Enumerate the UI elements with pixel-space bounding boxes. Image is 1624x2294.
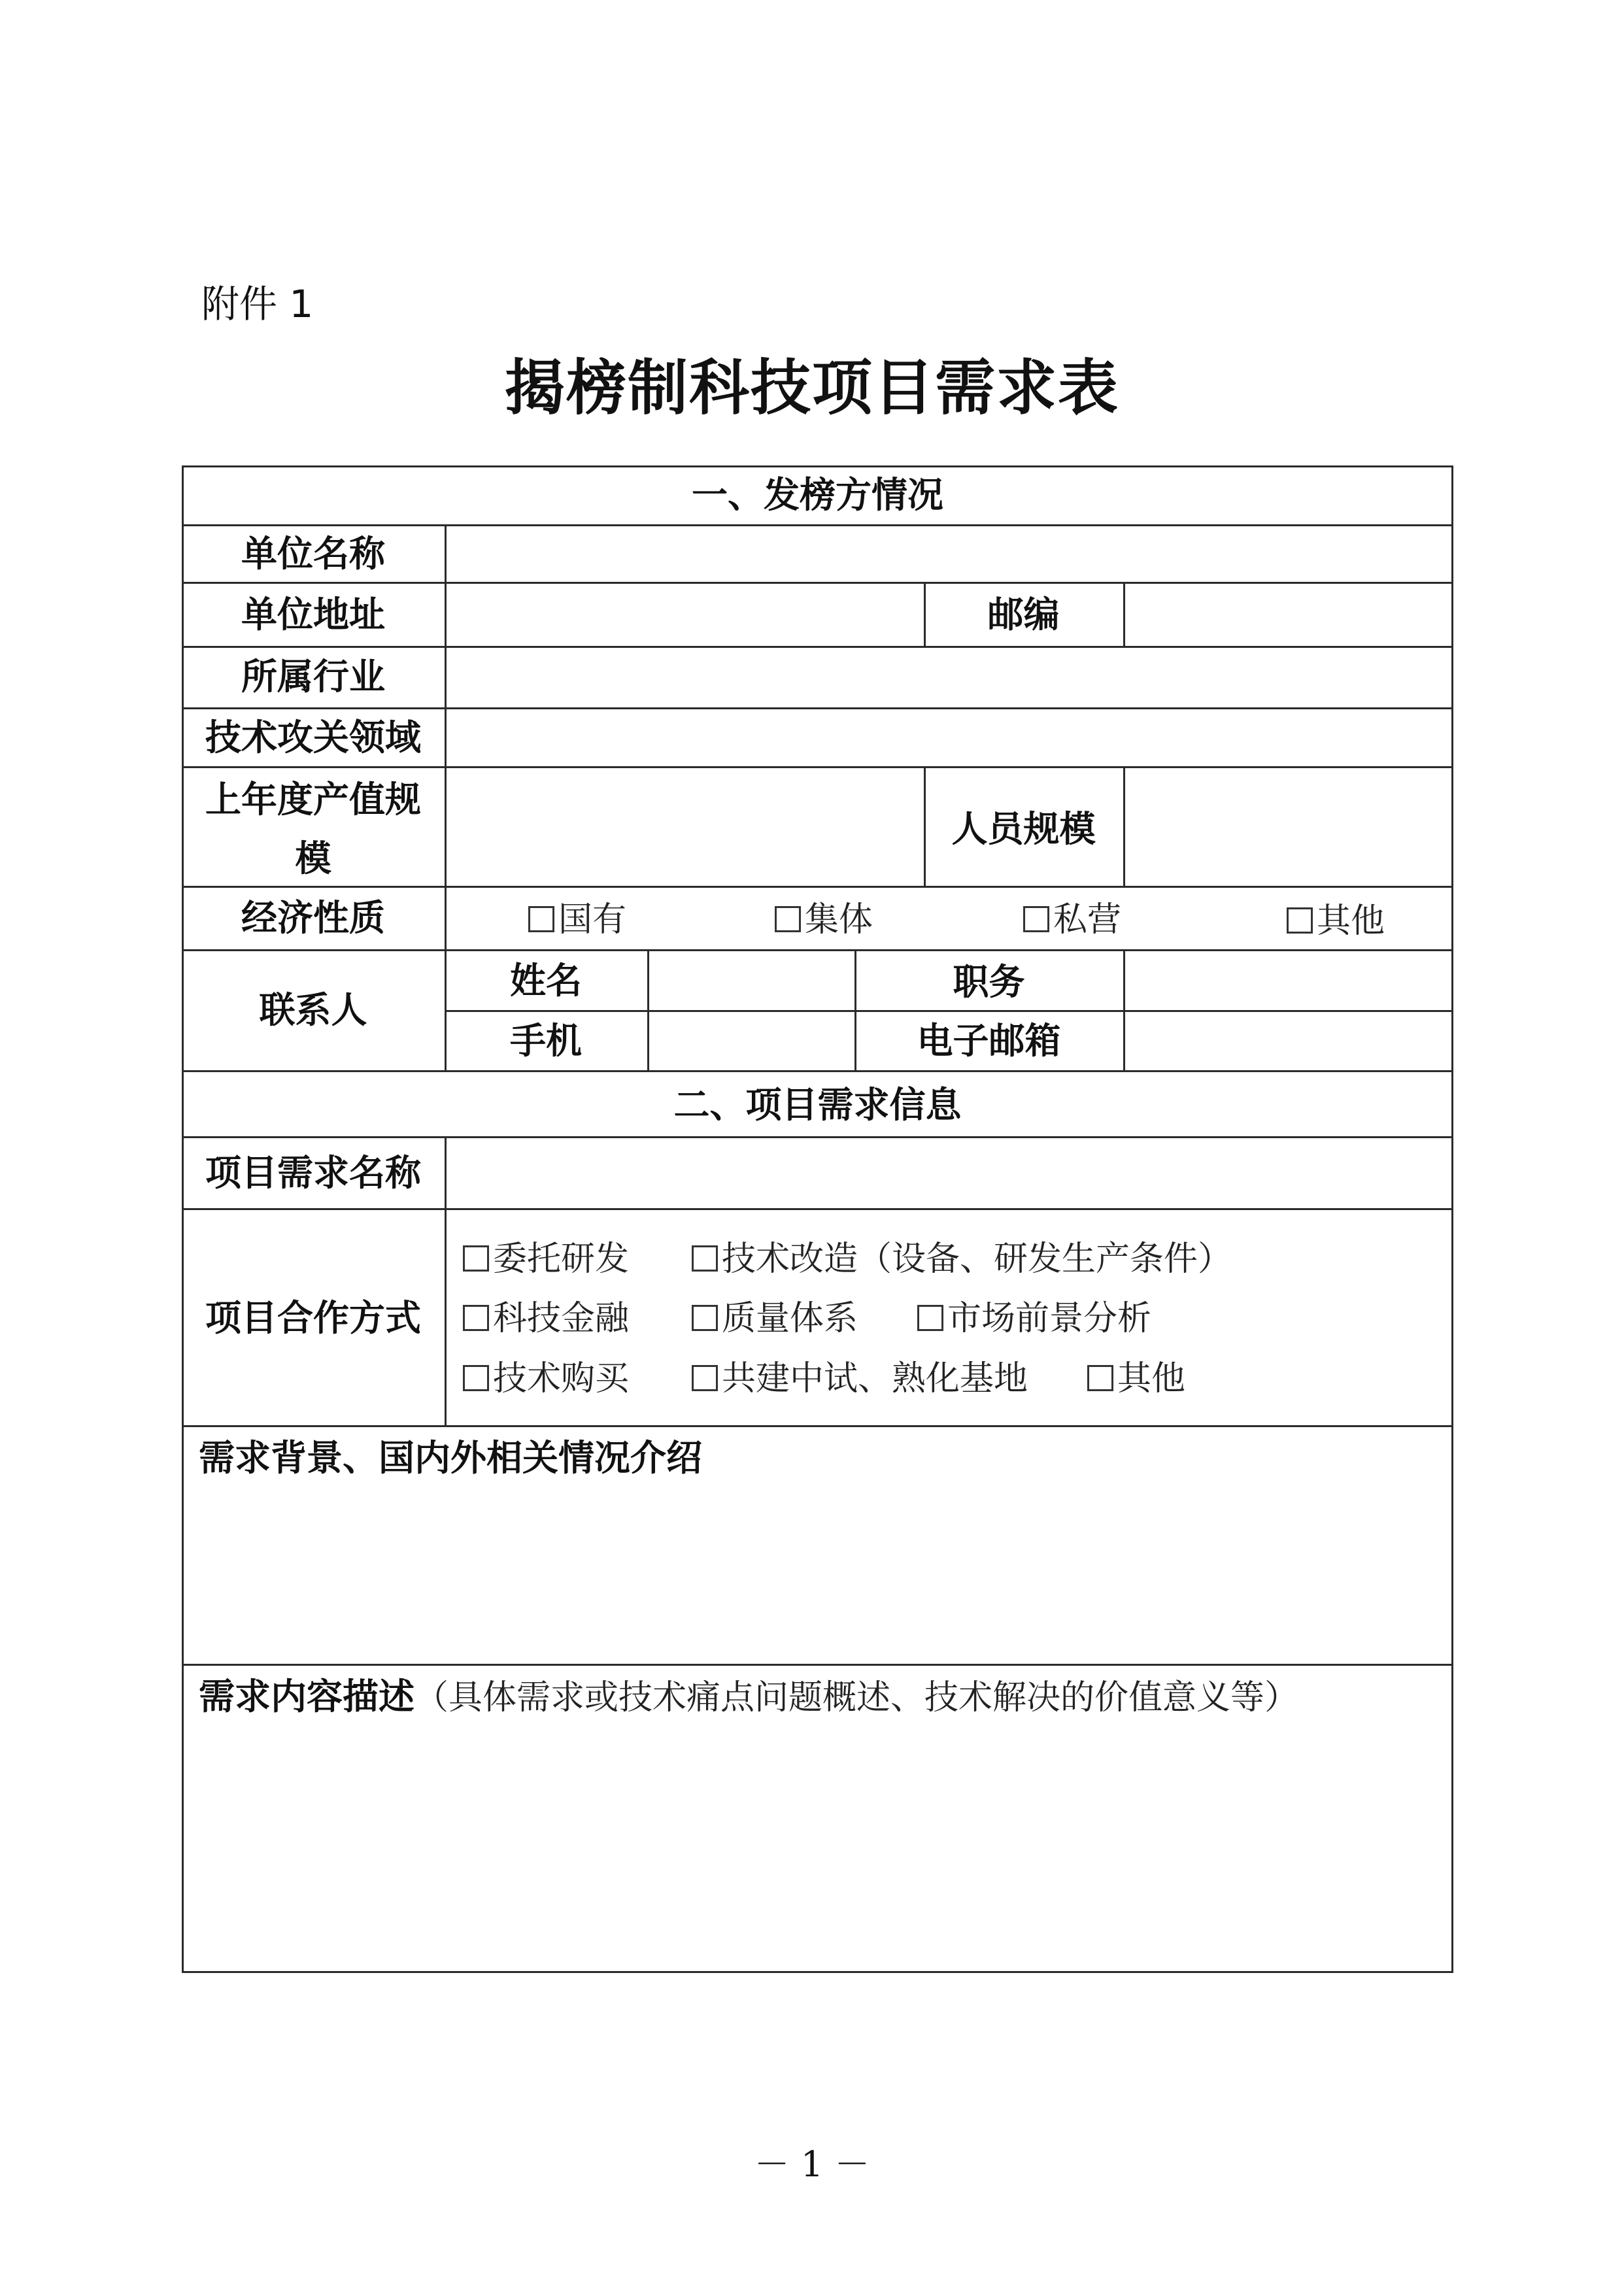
name-label: 姓名: [509, 960, 582, 1002]
page-number: － 1 －: [754, 2144, 870, 2185]
phone-label: 手机: [509, 1020, 582, 1062]
checkbox-icon[interactable]: [775, 906, 801, 932]
tech-field-label: 技术攻关领域: [205, 717, 421, 758]
attachment-label: 附件 1: [201, 282, 314, 326]
checkbox-icon[interactable]: [692, 1365, 718, 1391]
postcode-field[interactable]: [1126, 584, 1450, 646]
checkbox-icon[interactable]: [1023, 906, 1049, 932]
checkbox-icon[interactable]: [463, 1305, 489, 1331]
economy-label: 经济性质: [241, 897, 385, 939]
unit-name-field[interactable]: [447, 527, 1450, 582]
background-field[interactable]: [184, 1485, 1450, 1662]
industry-label: 所属行业: [241, 656, 385, 698]
staff-label: 人员规模: [951, 808, 1096, 850]
email-field[interactable]: [1126, 1013, 1450, 1071]
checkbox-icon[interactable]: [528, 906, 554, 932]
economy-option-other[interactable]: 其他: [1287, 902, 1385, 940]
email-label: 电子邮箱: [917, 1020, 1061, 1062]
postcode-label: 邮编: [987, 594, 1060, 635]
coop-option-commissioned-rd[interactable]: 委托研发: [463, 1240, 629, 1278]
unit-address-label: 单位地址: [241, 594, 385, 635]
checkbox-icon[interactable]: [917, 1305, 943, 1331]
tech-field-field[interactable]: [447, 710, 1450, 766]
coop-option-pilot-base[interactable]: 共建中试、熟化基地: [692, 1360, 1028, 1398]
position-label: 职务: [953, 961, 1025, 1003]
coop-option-sci-finance[interactable]: 科技金融: [463, 1300, 629, 1338]
unit-address-field[interactable]: [447, 584, 922, 646]
content-label: 需求内容描述: [199, 1676, 415, 1717]
phone-field[interactable]: [650, 1013, 853, 1071]
coop-option-tech-upgrade[interactable]: 技术改造（设备、研发生产条件）: [692, 1240, 1232, 1278]
checkbox-icon[interactable]: [692, 1305, 718, 1331]
position-field[interactable]: [1126, 952, 1450, 1011]
output-label-line1: 上年度产值规: [205, 779, 421, 820]
output-label-line2: 模: [295, 837, 331, 879]
economy-option-state[interactable]: 国有: [528, 901, 626, 939]
form-title: 揭榜制科技项目需求表: [504, 353, 1119, 423]
coop-option-market-analysis[interactable]: 市场前景分析: [917, 1300, 1151, 1338]
checkbox-icon[interactable]: [463, 1245, 489, 1272]
content-hint: （具体需求或技术痛点问题概述、技术解决的价值意义等）: [414, 1678, 1299, 1717]
checkbox-icon[interactable]: [692, 1245, 718, 1272]
content-field[interactable]: [184, 1726, 1450, 1968]
coop-option-tech-purchase[interactable]: 技术购买: [463, 1360, 629, 1398]
project-name-label: 项目需求名称: [205, 1152, 421, 1194]
coop-option-other[interactable]: 其他: [1087, 1360, 1185, 1398]
contact-label: 联系人: [259, 989, 367, 1031]
economy-option-collective[interactable]: 集体: [775, 901, 873, 939]
section2-heading: 二、项目需求信息: [673, 1084, 962, 1126]
checkbox-icon[interactable]: [1287, 907, 1313, 934]
name-field[interactable]: [650, 952, 853, 1011]
project-name-field[interactable]: [447, 1139, 1450, 1208]
content-description-heading: [199, 1677, 1298, 1717]
checkbox-icon[interactable]: [463, 1365, 489, 1391]
unit-name-label: 单位名称: [241, 533, 385, 575]
checkbox-icon[interactable]: [1087, 1365, 1113, 1391]
staff-field[interactable]: [1126, 769, 1450, 886]
output-field[interactable]: [447, 769, 922, 886]
coop-label: 项目合作方式: [205, 1297, 421, 1339]
industry-field[interactable]: [447, 649, 1450, 707]
economy-option-private[interactable]: 私营: [1023, 901, 1121, 939]
section1-heading: 一、发榜方情况: [691, 474, 943, 516]
coop-option-quality-system[interactable]: 质量体系: [692, 1300, 858, 1338]
background-label: 需求背景、国内外相关情况介绍: [199, 1437, 703, 1479]
